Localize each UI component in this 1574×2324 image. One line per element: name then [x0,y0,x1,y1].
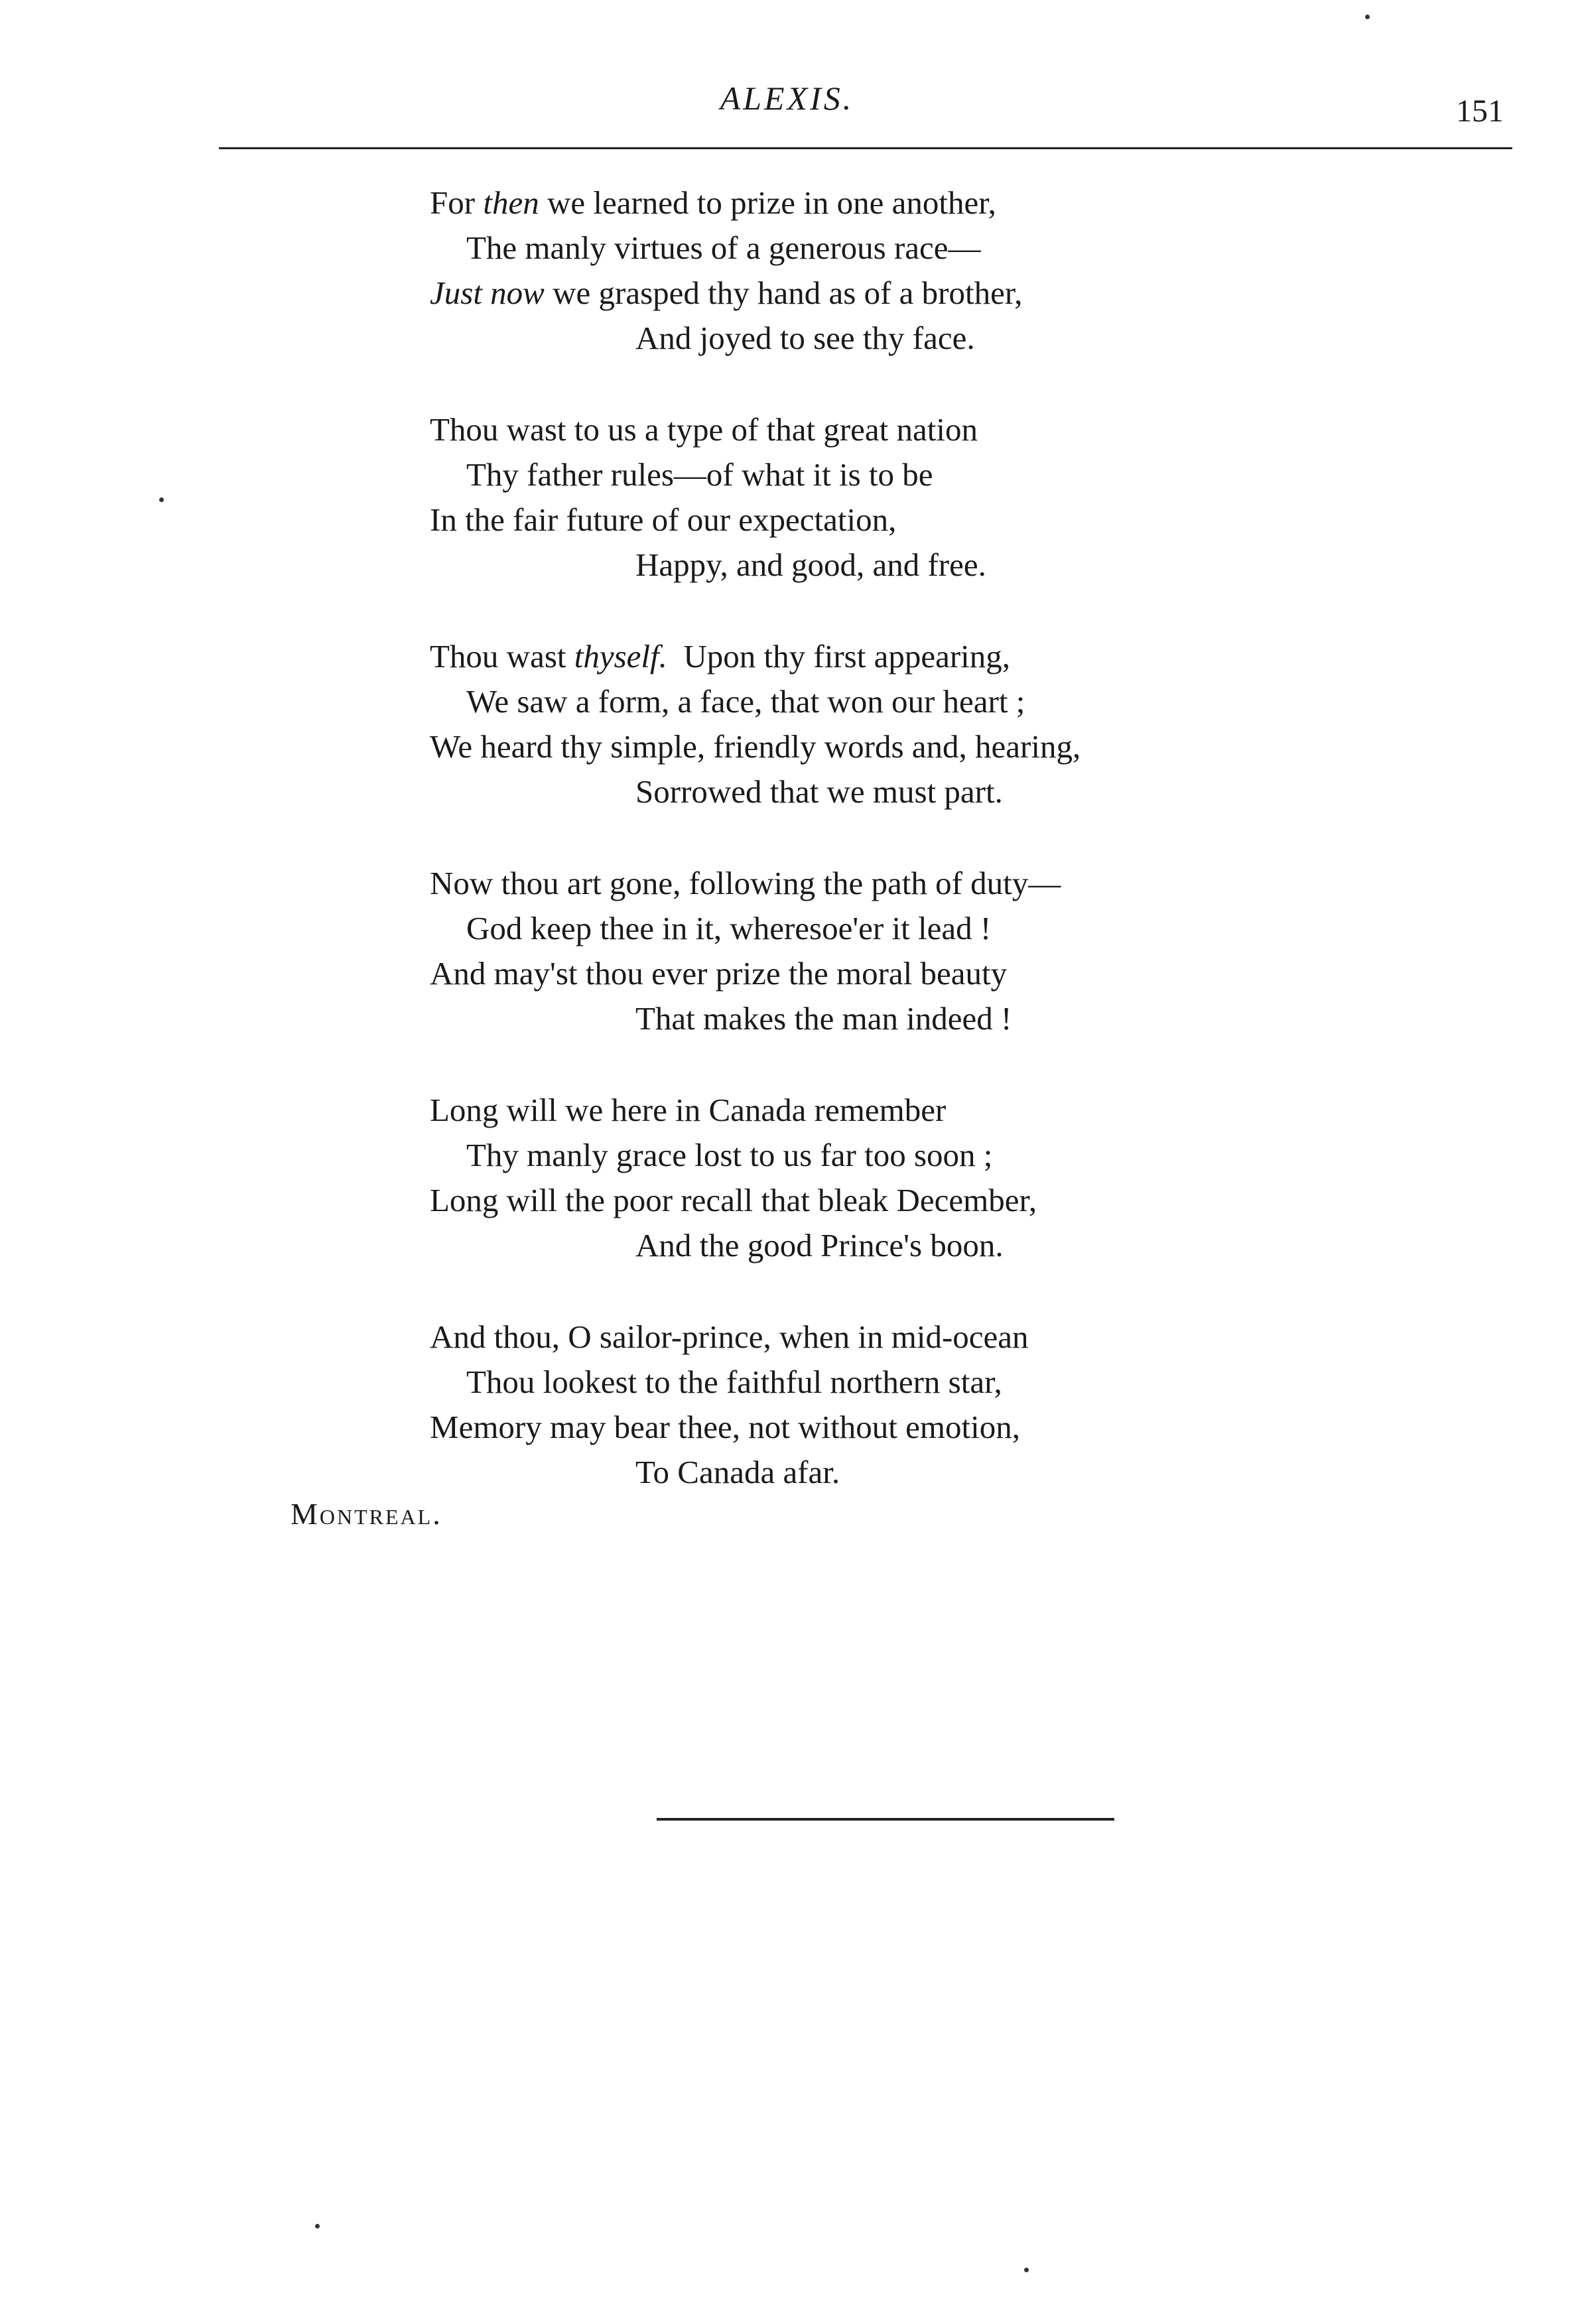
header-rule [219,147,1512,149]
poem-line [430,906,1259,951]
poem-line [430,1450,1259,1495]
line-text: Happy, and good, and free. [635,547,986,583]
page-header-title: ALEXIS. [720,80,854,117]
poem-line [430,316,1259,361]
line-text: And the good Prince's boon. [635,1227,1004,1263]
line-text: Upon thy first appearing, [667,638,1011,675]
line-text: For [430,184,484,221]
poem-line [430,1178,1259,1223]
poem-line [430,543,1259,588]
line-text: That makes the man indeed ! [635,1000,1012,1037]
italic-text: thyself. [574,638,667,675]
line-text: In the fair future of our expectation, [430,501,897,538]
line-text: To Canada afar. [635,1454,840,1490]
line-text: Long will we here in Canada remember [430,1092,947,1128]
poem-line [430,226,1259,271]
scan-speck [315,2224,320,2228]
stanza [430,1315,1259,1495]
scan-speck [1365,15,1370,19]
line-text: Memory may bear thee, not without emotion, [430,1409,1020,1445]
poem-body [430,180,1259,1541]
poem-line [430,679,1259,724]
line-text: Thou wast [430,638,574,675]
poem-line [430,951,1259,996]
italic-text: then [483,184,539,221]
poem-line [430,452,1259,497]
poem-line [430,271,1259,316]
line-text: we grasped thy hand as of a brother, [544,275,1023,311]
line-text: Now thou art gone, following the path of duty— [430,865,1061,901]
poem-line [430,1315,1259,1360]
stanza [430,407,1259,588]
poem-line [430,1088,1259,1133]
stanza [430,180,1259,361]
page-number: 151 [1456,94,1504,129]
scan-speck [159,497,164,502]
poem-line [430,1405,1259,1450]
line-text: We saw a form, a face, that won our heart ; [466,683,1025,720]
line-text: God keep thee in it, wheresoe'er it lead ! [466,910,992,946]
stanza [430,861,1259,1041]
poem-line [430,724,1259,769]
poem-line [430,769,1259,814]
line-text: we learned to prize in one another, [539,184,996,221]
poem-line [430,861,1259,906]
line-text: And may'st thou ever prize the moral beauty [430,955,1008,992]
line-text: We heard thy simple, friendly words and, hearing, [430,728,1081,765]
poem-line [430,1133,1259,1178]
end-rule [657,1818,1114,1821]
scan-speck [1024,2268,1029,2272]
line-text: Long will the poor recall that bleak December, [430,1182,1037,1218]
line-text: Thy father rules—of what it is to be [466,456,933,493]
poem-line [430,497,1259,543]
stanza [430,634,1259,814]
line-text: And thou, O sailor-prince, when in mid-ocean [430,1319,1029,1355]
line-text: Sorrowed that we must part. [635,773,1003,810]
poem-line [430,634,1259,679]
line-text: Thou wast to us a type of that great nation [430,411,978,448]
stanza [430,1088,1259,1268]
poem-line [430,1223,1259,1268]
line-text: Thou lookest to the faithful northern star, [466,1364,1002,1400]
line-text: The manly virtues of a generous race— [466,229,981,266]
poem-line [430,1360,1259,1405]
poem-line [430,407,1259,452]
line-text: And joyed to see thy face. [635,320,975,356]
poem-line [430,180,1259,226]
italic-text: Just now [430,275,545,311]
line-text: Thy manly grace lost to us far too soon ; [466,1137,993,1173]
signature-place: Montreal. [291,1497,442,1531]
poem-line [430,996,1259,1041]
